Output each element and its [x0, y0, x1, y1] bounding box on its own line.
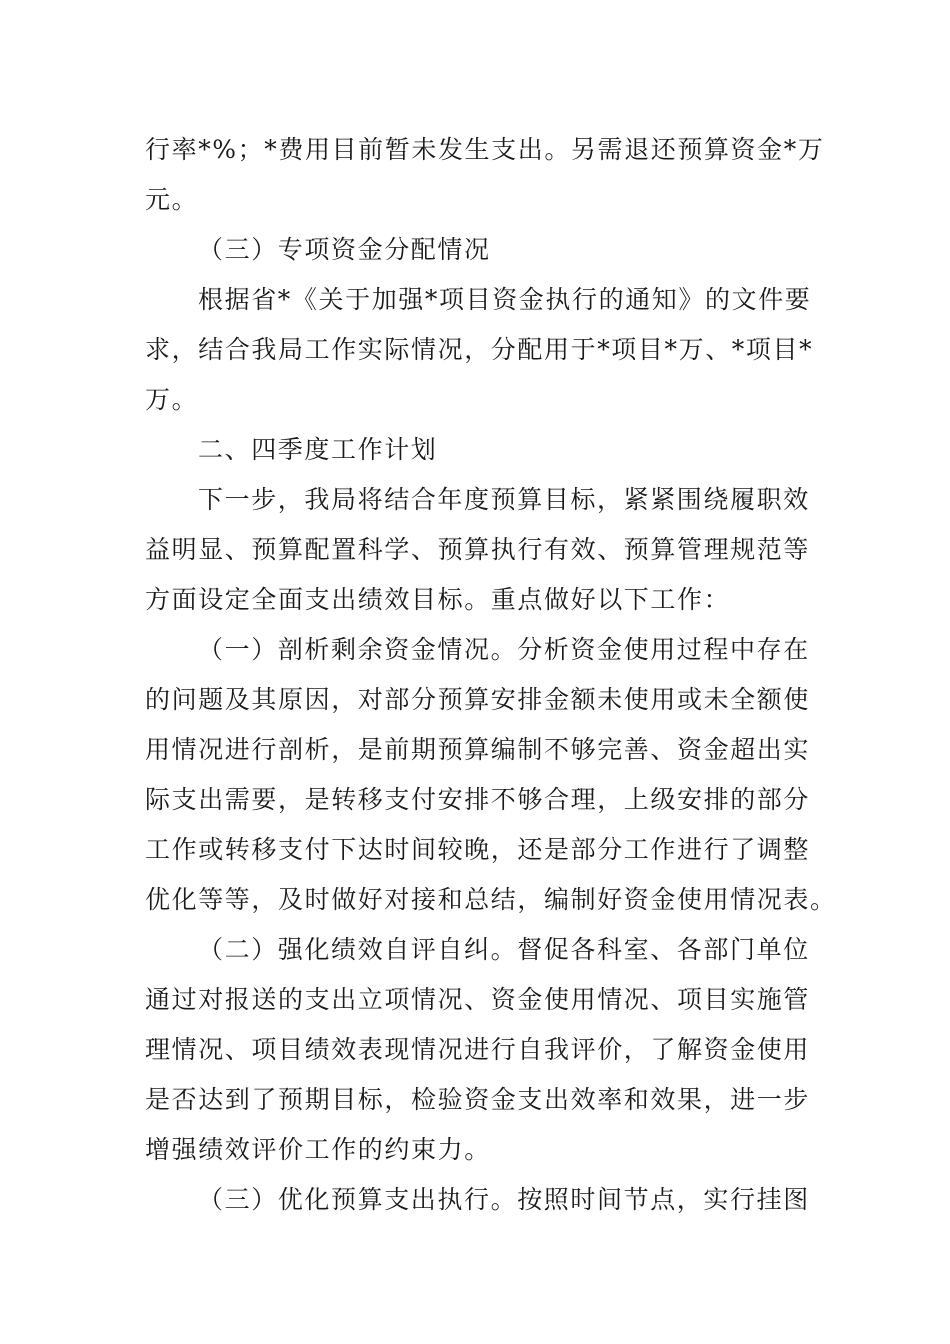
- text-line: 的问题及其原因，对部分预算安排金额未使用或未全额使: [145, 685, 811, 714]
- text-line: 优化等等，及时做好对接和总结，编制好资金使用情况表。: [145, 885, 837, 914]
- text-line: 行率*%；*费用目前暂未发生支出。另需退还预算资金*万: [145, 135, 825, 164]
- text-line: 际支出需要，是转移支付安排不够合理，上级安排的部分: [145, 785, 811, 814]
- section-heading: 二、四季度工作计划: [198, 435, 438, 464]
- text-line: 用情况进行剖析，是前期预算编制不够完善、资金超出实: [145, 735, 811, 764]
- text-line: （一）剖析剩余资金情况。分析资金使用过程中存在: [198, 635, 810, 664]
- text-line: 元。: [145, 185, 199, 214]
- text-line: 工作或转移支付下达时间较晚，还是部分工作进行了调整: [145, 835, 811, 864]
- section-heading: （三）专项资金分配情况: [198, 235, 491, 264]
- text-line: 根据省*《关于加强*项目资金执行的通知》的文件要: [198, 285, 812, 314]
- text-line: （三）优化预算支出执行。按照时间节点，实行挂图: [198, 1185, 810, 1214]
- text-line: 理情况、项目绩效表现情况进行自我评价，了解资金使用: [145, 1035, 811, 1064]
- text-line: （二）强化绩效自评自纠。督促各科室、各部门单位: [198, 935, 810, 964]
- text-line: 增强绩效评价工作的约束力。: [145, 1135, 491, 1164]
- text-line: 方面设定全面支出绩效目标。重点做好以下工作：: [145, 585, 731, 614]
- text-line: 是否达到了预期目标，检验资金支出效率和效果，进一步: [145, 1085, 811, 1114]
- text-line: 求，结合我局工作实际情况，分配用于*项目*万、*项目*: [145, 335, 814, 364]
- text-line: 下一步，我局将结合年度预算目标，紧紧围绕履职效: [198, 485, 810, 514]
- text-line: 通过对报送的支出立项情况、资金使用情况、项目实施管: [145, 985, 811, 1014]
- text-line: 万。: [145, 385, 199, 414]
- text-line: 益明显、预算配置科学、预算执行有效、预算管理规范等: [145, 535, 811, 564]
